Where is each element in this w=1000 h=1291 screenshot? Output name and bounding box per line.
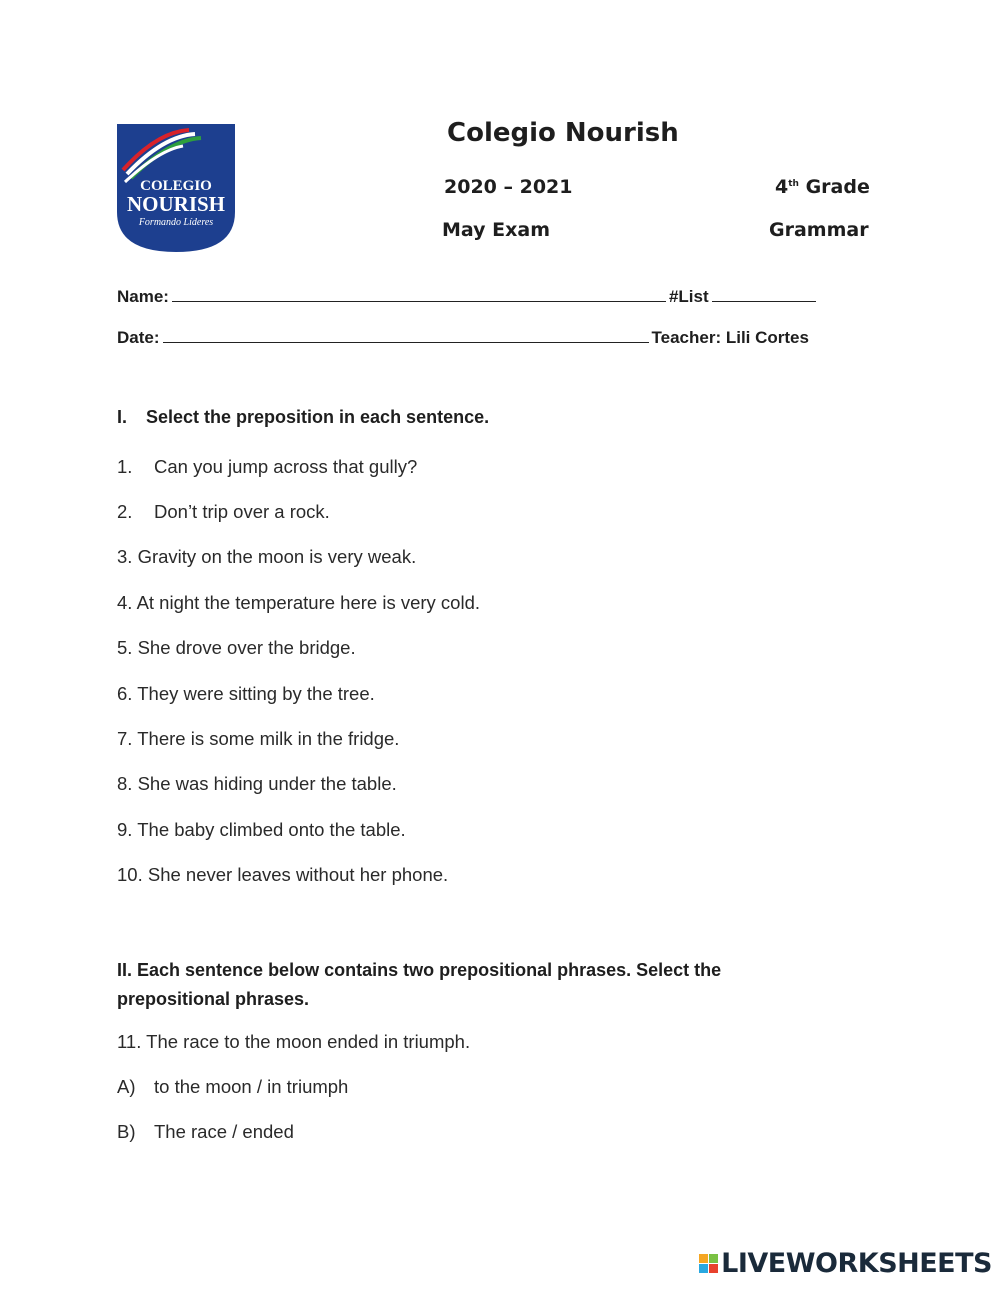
question-number: 4. [117,592,133,613]
liveworksheets-wordmark: LIVEWORKSHEETS [721,1248,992,1279]
question-2[interactable] [117,501,330,523]
question-9[interactable] [117,819,406,841]
question-number: 3. [117,546,133,567]
section-2-title: II. Each sentence below contains two prepositional phrases. Select the prepositional phrases. [117,960,722,1009]
grade-suffix: th [788,179,799,189]
date-field[interactable] [163,328,649,343]
answer-option-a[interactable] [117,1076,348,1098]
option-text[interactable]: to the moon / in triumph [154,1076,349,1097]
question-number: 2. [117,501,133,522]
name-field[interactable] [172,287,666,302]
question-number: 10. [117,864,143,885]
date-row [117,328,809,348]
question-1[interactable] [117,456,417,478]
question-number: 1. [117,456,133,477]
question-text[interactable]: Gravity on the moon is very weak. [137,546,417,567]
subject-name: Grammar [769,219,869,241]
question-11: 11. The race to the moon ended in triumph. [117,1031,471,1052]
list-number-field[interactable] [712,287,816,302]
answer-option-b[interactable] [117,1121,294,1143]
question-text[interactable]: She drove over the bridge. [137,637,356,658]
section-1-roman: I. [117,407,128,427]
school-logo [117,124,235,252]
school-year: 2020 – 2021 [444,176,573,198]
question-text[interactable]: She was hiding under the table. [137,773,397,794]
question-text[interactable]: She never leaves without her phone. [147,864,449,885]
question-number: 7. [117,728,133,749]
school-name: Colegio Nourish [447,118,679,148]
question-text[interactable]: There is some milk in the fridge. [137,728,400,749]
option-text[interactable]: The race / ended [154,1121,294,1142]
question-10[interactable] [117,864,448,886]
list-label: #List [668,287,709,306]
grade-number: 4 [775,176,789,198]
grade-level [775,176,870,198]
section-1-title [117,407,489,428]
logo-motto: Formando Líderes [138,217,214,228]
question-text[interactable]: Don’t trip over a rock. [154,501,330,522]
logo-block-l [699,1254,708,1263]
question-3[interactable] [117,546,416,568]
name-row [117,287,819,307]
question-text[interactable]: They were sitting by the tree. [137,683,375,704]
question-7[interactable] [117,728,399,750]
grade-word: Grade [805,176,870,198]
logo-block-e [709,1264,718,1273]
option-letter: B) [117,1121,136,1142]
question-number: 5. [117,637,133,658]
exam-name: May Exam [442,219,550,241]
question-text[interactable]: Can you jump across that gully? [154,456,418,477]
logo-line1: COLEGIO [140,178,212,194]
question-5[interactable] [117,637,356,659]
question-8[interactable] [117,773,397,795]
logo-line2: NOURISH [126,192,226,216]
liveworksheets-logo-icon [699,1254,718,1273]
logo-block-i [709,1254,718,1263]
question-number: 8. [117,773,133,794]
question-6[interactable] [117,683,375,705]
option-letter: A) [117,1076,136,1097]
logo-block-v [699,1264,708,1273]
teacher-label: Teacher: Lili Cortes [651,328,809,347]
question-4[interactable] [117,592,480,614]
section-1-instruction: Select the preposition in each sentence. [146,407,490,427]
question-text[interactable]: At night the temperature here is very cold. [136,592,481,613]
liveworksheets-watermark [699,1248,992,1279]
date-label: Date: [117,328,160,347]
name-label: Name: [117,287,169,306]
question-number: 6. [117,683,133,704]
question-number: 9. [117,819,133,840]
question-text[interactable]: The baby climbed onto the table. [137,819,406,840]
